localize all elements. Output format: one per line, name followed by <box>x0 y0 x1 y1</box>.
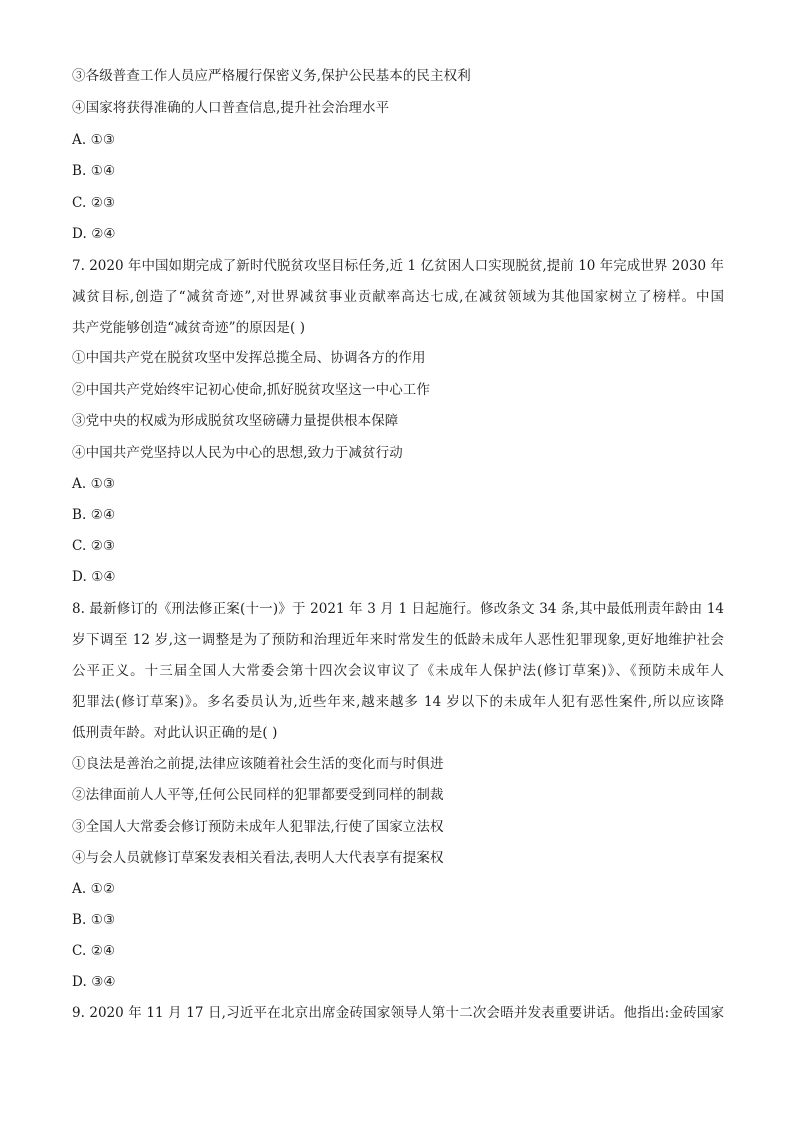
q8-statement-4: ④与会人员就修订草案发表相关看法,表明人大代表享有提案权 <box>72 850 444 866</box>
q8-stem-line-1: 8. 最新修订的《刑法修正案(十一)》于 2021 年 3 月 1 日起施行。修改条文 34 条,其中最低刑责年龄由 14 <box>72 601 724 617</box>
q6-option-b: B. ①④ <box>72 163 116 179</box>
q7-stem-line-1: 7. 2020 年中国如期完成了新时代脱贫攻坚目标任务,近 1 亿贫困人口实现脱贫,提前 10 年完成世界 2030 年 <box>72 258 724 274</box>
q7-statement-3: ③党中央的权威为形成脱贫攻坚磅礴力量提供根本保障 <box>72 413 399 429</box>
q7-option-c: C. ②③ <box>72 538 116 554</box>
q7-option-d: D. ①④ <box>72 569 116 585</box>
q6-option-c: C. ②③ <box>72 195 116 211</box>
q8-stem-line-5: 低刑责年龄。对此认识正确的是( ) <box>72 725 278 741</box>
q9-stem-line-1: 9. 2020 年 11 月 17 日,习近平在北京出席金砖国家领导人第十二次会晤并发表重要讲话。他指出:金砖国家 <box>72 1005 724 1021</box>
q7-option-a: A. ①③ <box>72 476 116 492</box>
q8-stem-line-4: 犯罪法(修订草案)》。多名委员认为,近些年来,越来越多 14 岁以下的未成年人犯有恶性案件,所以应该降 <box>72 694 724 710</box>
q8-statement-3: ③全国人大常委会修订预防未成年人犯罪法,行使了国家立法权 <box>72 819 444 835</box>
q8-option-b: B. ①③ <box>72 912 116 928</box>
q6-option-a: A. ①③ <box>72 132 116 148</box>
q8-option-c: C. ②④ <box>72 943 116 959</box>
q8-option-d: D. ③④ <box>72 974 116 990</box>
q7-statement-4: ④中国共产党坚持以人民为中心的思想,致力于减贫行动 <box>72 445 403 461</box>
q8-statement-1: ①良法是善治之前提,法律应该随着社会生活的变化而与时俱进 <box>72 756 444 772</box>
q6-statement-3: ③各级普查工作人员应严格履行保密义务,保护公民基本的民主权利 <box>72 68 471 84</box>
q8-statement-2: ②法律面前人人平等,任何公民同样的犯罪都要受到同样的制裁 <box>72 787 444 803</box>
q7-option-b: B. ②④ <box>72 507 116 523</box>
q7-stem-line-2: 减贫目标,创造了“减贫奇迹”,对世界减贫事业贡献率高达七成,在减贫领域为其他国家树立了榜样。中国 <box>72 289 724 305</box>
q7-statement-2: ②中国共产党始终牢记初心使命,抓好脱贫攻坚这一中心工作 <box>72 382 430 398</box>
q8-stem-line-2: 岁下调至 12 岁,这一调整是为了预防和治理近年来时常发生的低龄未成年人恶性犯罪现象,更好地维护社会 <box>72 632 724 648</box>
q6-option-d: D. ②④ <box>72 226 116 242</box>
q7-stem-line-3: 共产党能够创造“减贫奇迹”的原因是( ) <box>72 320 306 336</box>
q6-statement-4: ④国家将获得准确的人口普查信息,提升社会治理水平 <box>72 100 390 116</box>
q7-statement-1: ①中国共产党在脱贫攻坚中发挥总揽全局、协调各方的作用 <box>72 350 426 366</box>
q8-option-a: A. ①② <box>72 881 116 897</box>
q8-stem-line-3: 公平正义。十三届全国人大常委会第十四次会议审议了《未成年人保护法(修订草案)》、《预防未成年人 <box>72 663 724 679</box>
